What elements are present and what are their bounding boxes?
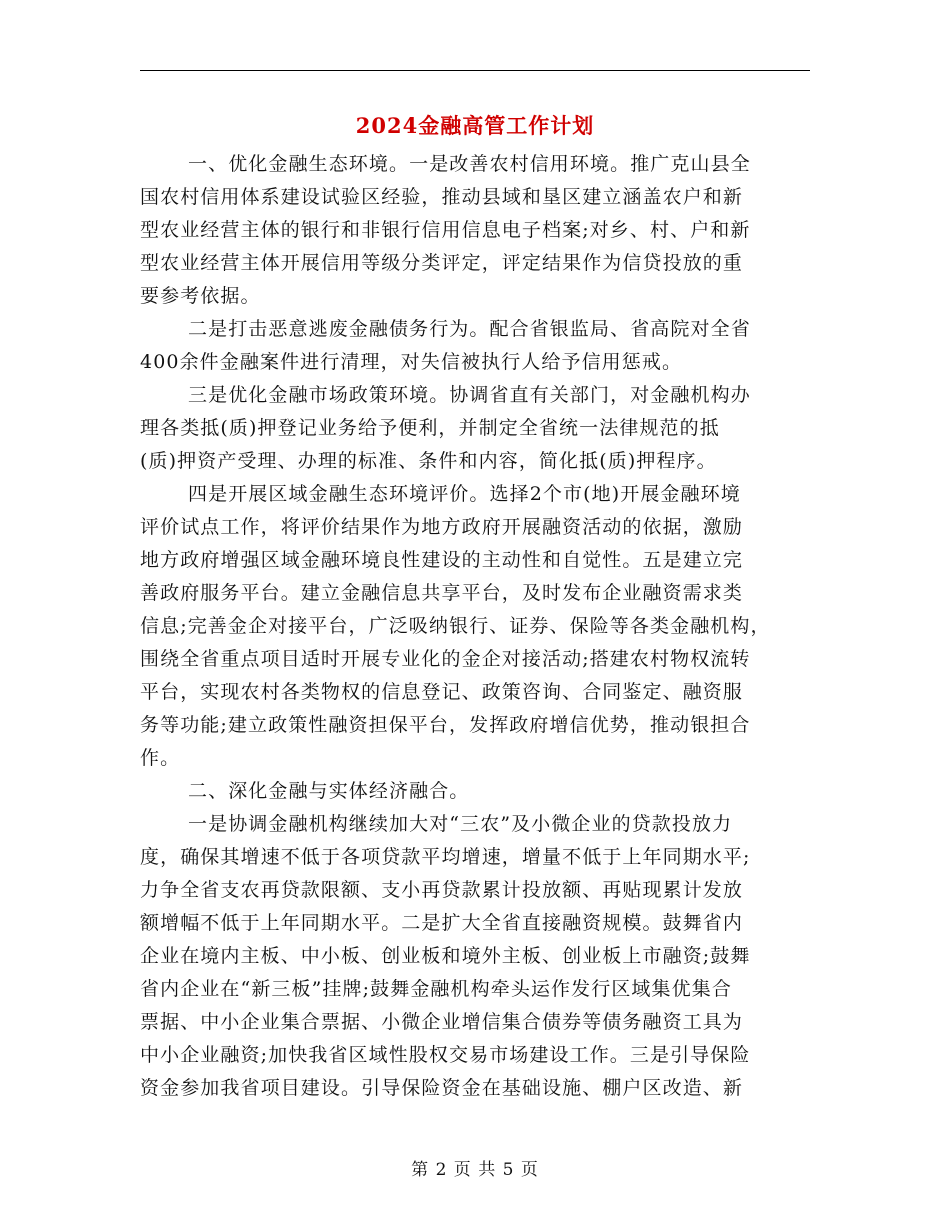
page-footer: 第 2 页 共 5 页 [411, 1160, 539, 1180]
text-line: 善政府服务平台。建立金融信息共享平台，及时发布企业融资需求类 [140, 582, 744, 604]
text-line: 省内企业在“新三板”挂牌;鼓舞金融机构牵头运作发行区域集优集合 [140, 978, 732, 1000]
document-body [140, 148, 810, 1105]
document-title: 2024金融高管工作计划 [355, 113, 595, 138]
text-line: 额增幅不低于上年同期水平。二是扩大全省直接融资规模。鼓舞省内 [140, 912, 744, 934]
text-line: 四是开展区域金融生态环境评价。选择2个市(地)开展金融环境 [188, 483, 741, 505]
text-line: 力争全省支农再贷款限额、支小再贷款累计投放额、再贴现累计发放 [140, 879, 744, 901]
text-line: 企业在境内主板、中小板、创业板和境外主板、创业板上市融资;鼓舞 [140, 945, 751, 967]
text-line: 二、深化金融与实体经济融合。 [188, 780, 470, 802]
text-line: 度，确保其增速不低于各项贷款平均增速，增量不低于上年同期水平; [140, 846, 751, 868]
text-line: 三是优化金融市场政策环境。协调省直有关部门，对金融机构办 [188, 384, 751, 406]
text-line: 二是打击恶意逃废金融债务行为。配合省银监局、省高院对全省 [188, 318, 751, 340]
text-line: 型农业经营主体的银行和非银行信用信息电子档案;对乡、村、户和新 [140, 219, 751, 241]
text-line: 务等功能;建立政策性融资担保平台，发挥政府增信优势，推动银担合 [140, 714, 751, 736]
text-line: 作。 [140, 747, 181, 769]
text-line: 资金参加我省项目建设。引导保险资金在基础设施、棚户区改造、新 [140, 1077, 744, 1099]
text-line: 围绕全省重点项目适时开展专业化的金企对接活动;搭建农村物权流转 [140, 648, 751, 670]
text-line: 地方政府增强区域金融环境良性建设的主动性和自觉性。五是建立完 [140, 549, 744, 571]
text-line: 一是协调金融机构继续加大对“三农”及小微企业的贷款投放力 [188, 813, 733, 835]
text-line: 信息;完善金企对接平台，广泛吸纳银行、证券、保险等各类金融机构， [140, 615, 771, 637]
text-line: (质)押资产受理、办理的标准、条件和内容，简化抵(质)押程序。 [140, 450, 717, 472]
text-line: 400余件金融案件进行清理，对失信被执行人给予信用惩戒。 [140, 351, 683, 373]
text-line: 一、优化金融生态环境。一是改善农村信用环境。推广克山县全 [188, 153, 751, 175]
text-line: 理各类抵(质)押登记业务给予便利，并制定全省统一法律规范的抵 [140, 417, 720, 439]
text-line: 平台，实现农村各类物权的信息登记、政策咨询、合同鉴定、融资服 [140, 681, 744, 703]
text-line: 评价试点工作，将评价结果作为地方政府开展融资活动的依据，激励 [140, 516, 744, 538]
text-line: 国农村信用体系建设试验区经验，推动县域和垦区建立涵盖农户和新 [140, 186, 744, 208]
header-rule [140, 70, 810, 71]
text-line: 票据、中小企业集合票据、小微企业增信集合债券等债务融资工具为 [140, 1011, 744, 1033]
text-line: 中小企业融资;加快我省区域性股权交易市场建设工作。三是引导保险 [140, 1044, 751, 1066]
text-line: 要参考依据。 [140, 285, 261, 307]
text-line: 型农业经营主体开展信用等级分类评定，评定结果作为信贷投放的重 [140, 252, 744, 274]
